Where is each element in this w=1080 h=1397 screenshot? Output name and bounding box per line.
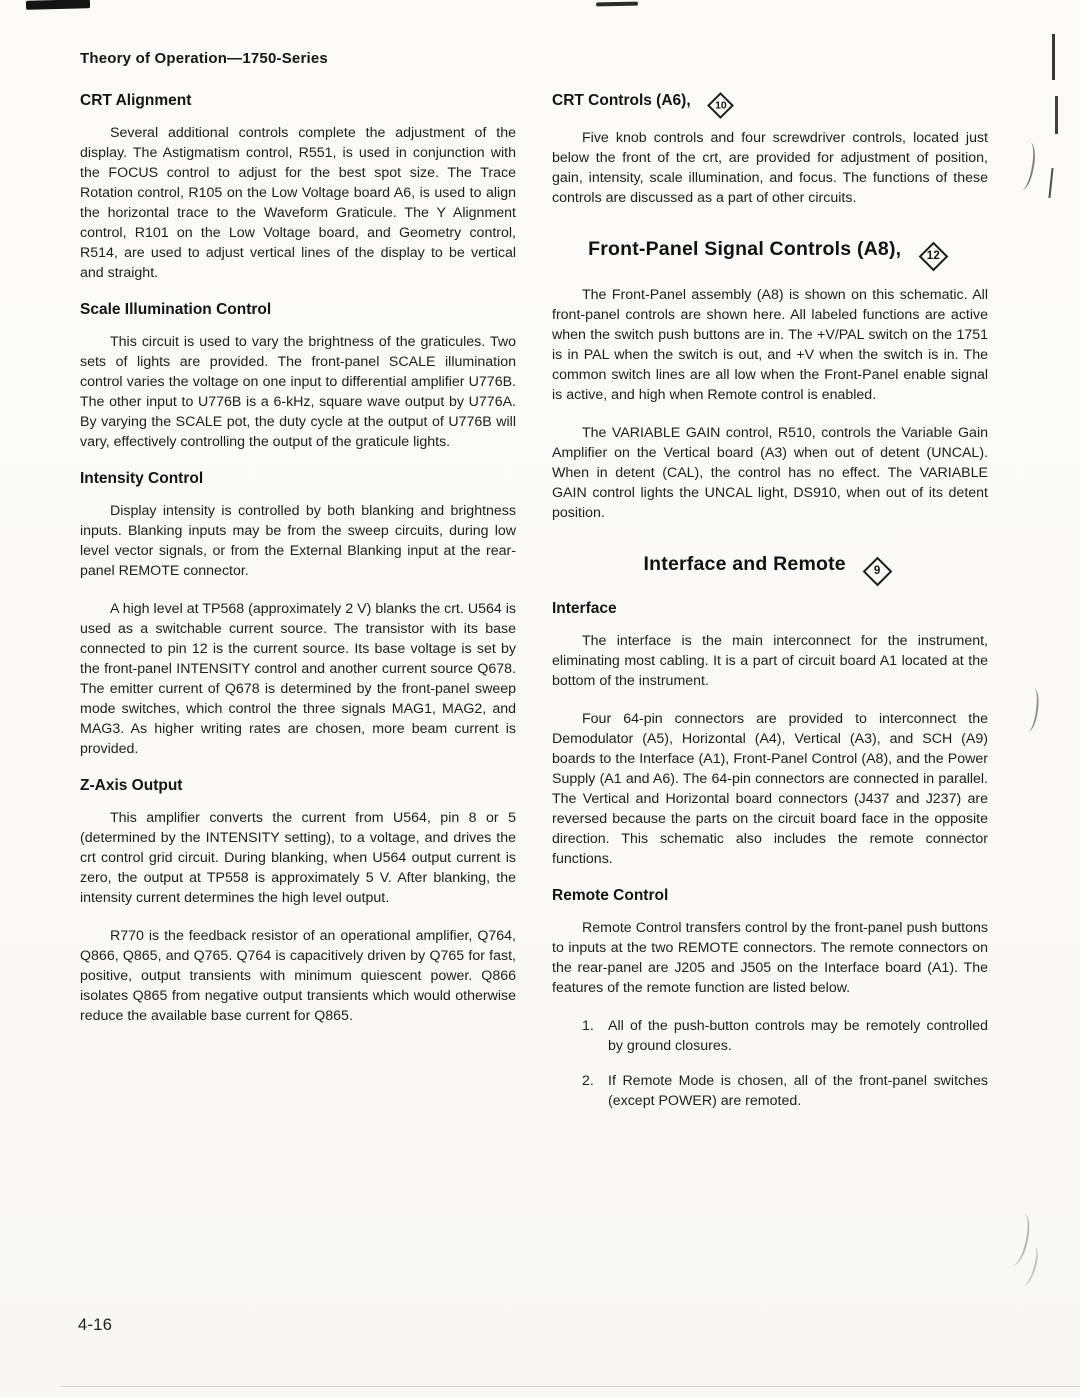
heading-remote-control: Remote Control: [552, 887, 669, 905]
list-item-text: If Remote Mode is chosen, all of the front-panel switches (except POWER) are remoted.: [608, 1073, 988, 1110]
scan-artifact-edge-tick: [1048, 168, 1053, 198]
schematic-ref-diamond-icon: [707, 92, 734, 119]
scan-artifact-edge-tick: [1055, 96, 1058, 134]
remote-feature-list: [582, 1016, 988, 1111]
page-number: 4-16: [78, 1316, 113, 1334]
section-interface-and-remote: [552, 553, 988, 1111]
paragraph-remote-control: Remote Control transfers control by the front-panel push buttons to inputs at the two REMOTE connectors. The remote connectors on the rear-panel are J205 and J505 on the Interface board (A1). The features of the remote function are listed below.: [552, 920, 988, 997]
scan-artifact-top-dash: [26, 0, 90, 10]
scan-artifact-curve: [1021, 687, 1041, 733]
list-item-2: [582, 1071, 988, 1111]
paragraph-z-axis-2: R770 is the feedback resistor of an operational amplifier, Q764, Q866, Q865, and Q765. Q764 is capacitively driven by Q765 for fast, positive, output transients with minimum quiescent power. Q866 isolates Q865 from negative output transients which would otherwise reduce the available base current for Q865.: [80, 928, 516, 1024]
heading-crt-controls-text: CRT Controls (A6),: [552, 92, 691, 109]
left-column: [80, 92, 516, 1044]
paragraph-crt-controls: Five knob controls and four screwdriver controls, located just below the front of the crt, are provided for adjustment of position, gain, intensity, scale illumination, and focus. The functions of these controls are discussed as a part of other circuits.: [552, 129, 988, 206]
scan-artifact-top-dash-2: [596, 2, 638, 7]
scan-artifact-edge-tick: [1052, 34, 1055, 80]
paragraph-intensity-1: Display intensity is controlled by both blanking and brightness inputs. Blanking inputs may be from the sweep circuits, during low level vector signals, or from the External Blanking input at the rear-panel REMOTE connector.: [80, 503, 516, 579]
paragraph-z-axis-1: This amplifier converts the current from U564, pin 8 or 5 (determined by the INTENSITY setting), to a voltage, and drives the crt control grid circuit. During blanking, when U564 output current is zero, the output at TP558 is approximately 5 V. After blanking, the intensity current determines the high level output.: [80, 810, 516, 906]
heading-front-panel-text: Front-Panel Signal Controls (A8),: [588, 237, 902, 260]
running-header: Theory of Operation—1750-Series: [80, 50, 328, 67]
schematic-ref-diamond-icon: [863, 557, 893, 587]
section-crt-alignment: [80, 92, 516, 283]
list-item-1: [582, 1016, 988, 1056]
right-column: [552, 92, 988, 1126]
section-crt-controls: [552, 92, 988, 208]
diamond-number: 9: [874, 564, 882, 577]
list-item-number: 1.: [582, 1018, 594, 1035]
list-item-number: 2.: [582, 1073, 594, 1090]
section-intensity-control: [80, 470, 516, 759]
paragraph-interface-2: Four 64-pin connectors are provided to interconnect the Demodulator (A5), Horizontal (A4), Vertical (A3), and SCH (A9) boards to the Interface (A1), Front-Panel Control (A8), and the Power Supply (A1 and A6). The 64-pin connectors are connected in parallel. The Vertical and Horizontal board connectors (J437 and J237) are reversed because the parts on the circuit board face in the opposite direction. This schematic also includes the remote connector functions.: [552, 711, 988, 868]
heading-crt-controls: [552, 92, 988, 115]
paragraph-intensity-2: A high level at TP568 (approximately 2 V) blanks the crt. U564 is used as a switchable current source. The transistor with its base connected to pin 12 is the current source. Its base voltage is set by the front-panel INTENSITY control and another current source Q678. The emitter current of Q678 is determined by the front-panel sweep mode switches, which control the three signals MAG1, MAG2, and MAG3. As higher writing rates are chosen, more beam current is provided.: [80, 601, 516, 757]
section-scale-illumination: [80, 301, 516, 452]
diamond-number: 12: [926, 249, 941, 262]
paragraph-interface-1: The interface is the main interconnect for the instrument, eliminating most cabling. It is a part of circuit board A1 located at the bottom of the instrument.: [552, 633, 988, 690]
scan-artifact-curve: [1014, 141, 1038, 191]
section-z-axis-output: [80, 777, 516, 1026]
schematic-ref-diamond-icon: [919, 242, 949, 272]
heading-front-panel-signal-controls: [552, 238, 988, 267]
heading-z-axis-output: Z-Axis Output: [80, 777, 183, 794]
heading-interface-and-remote: [552, 553, 988, 582]
heading-crt-alignment: CRT Alignment: [80, 92, 192, 109]
paragraph-front-panel-1: The Front-Panel assembly (A8) is shown on this schematic. All front-panel controls are shown here. All labeled functions are active when the switch push buttons are in. The +V/PAL switch on the 1751 is in PAL when the switch is out, and +V when the switch is in. The common switch lines are all low when the Front-Panel enable signal is active, and high when Remote control is enabled.: [552, 287, 988, 403]
heading-interface-remote-text: Interface and Remote: [643, 553, 846, 575]
heading-intensity-control: Intensity Control: [80, 470, 204, 487]
heading-interface: Interface: [552, 600, 617, 618]
paragraph-scale-illumination: This circuit is used to vary the brightness of the graticules. Two sets of lights are provided. The front-panel SCALE illumination control varies the voltage on one input to differential amplifier U776B. The other input to U776B is a 6-kHz, square wave output by U776A. By varying the SCALE pot, the duty cycle at the output of U776B will vary, effectively controlling the output of the graticule lights.: [80, 334, 516, 450]
heading-scale-illumination: Scale Illumination Control: [80, 301, 272, 318]
scan-edge-line: [60, 1386, 1080, 1387]
diamond-number: 10: [714, 99, 727, 111]
paragraph-crt-alignment: Several additional controls complete the adjustment of the display. The Astigmatism control, R551, is used in conjunction with the FOCUS control to adjust for the best spot size. The Trace Rotation control, R105 on the Low Voltage board A6, is used to align the horizontal trace to the Waveform Graticule. The Y Alignment control, R101 on the Low Voltage board, and Geometry control, R514, are used to adjust vertical lines of the display to be vertical and straight.: [80, 125, 516, 281]
paragraph-front-panel-2: The VARIABLE GAIN control, R510, controls the Variable Gain Amplifier on the Vertical board (A3) when out of detent (UNCAL). When in detent (CAL), the control has no effect. The VARIABLE GAIN control lights the UNCAL light, DS910, when out of its detent position.: [552, 425, 988, 521]
list-item-text: All of the push-button controls may be remotely controlled by ground closures.: [608, 1018, 988, 1055]
section-front-panel-signal-controls: [552, 238, 988, 523]
